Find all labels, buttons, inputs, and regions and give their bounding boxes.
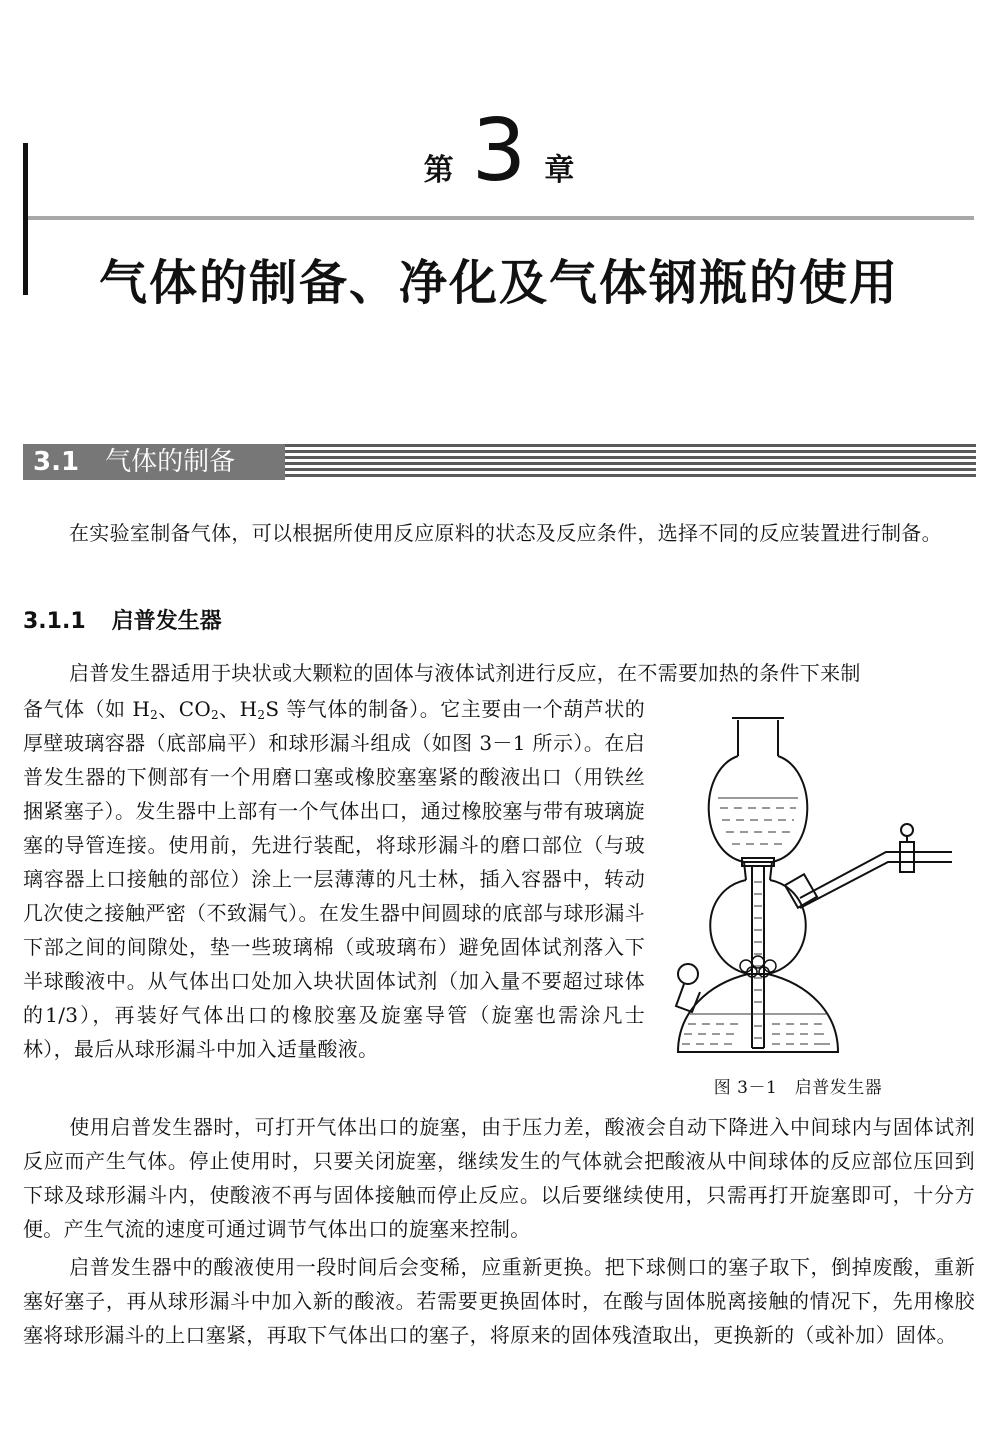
figure-caption: 图 3－1 启普发生器 bbox=[713, 1078, 883, 1098]
chapter-prefix: 第 bbox=[423, 153, 454, 188]
section-stripes bbox=[285, 444, 976, 480]
paragraph-1-first-line bbox=[23, 656, 975, 690]
section-title: 气体的制备 bbox=[105, 447, 236, 477]
paragraph-3 bbox=[23, 1250, 975, 1352]
chapter-suffix: 章 bbox=[544, 153, 575, 188]
intro-paragraph bbox=[23, 516, 975, 550]
paragraph-2 bbox=[23, 1110, 975, 1246]
subsection-number: 3.1.1 bbox=[23, 609, 86, 634]
chapter-rule bbox=[28, 216, 974, 220]
subsection-title: 启普发生器 bbox=[111, 609, 222, 634]
kipp-generator-figure bbox=[668, 712, 968, 1072]
section-heading-bar bbox=[23, 444, 976, 480]
kipp-generator-diagram bbox=[668, 712, 968, 1072]
section-number: 3.1 bbox=[33, 447, 80, 477]
intro-text: 在实验室制备气体，可以根据所使用反应原料的状态及反应条件，选择不同的反应装置进行制备。 bbox=[69, 521, 942, 545]
paragraph-1-wrapped: 备气体（如 $H_2$、$CO_2$、$H_2S$ 等气体的制备）。它主要由一个葫芦状的厚壁玻璃容器（底部扁平）和球形漏斗组成（如图 3－1 所示）。在启普发生器的下侧部有一个用磨口塞或橡胶塞塞紧的酸液出口（用铁丝捆紧塞子）。发生器中上部有一个气体出口，通过橡胶塞与带有玻璃旋塞的导管连接。使用前，先进行装配，将球形漏斗的磨口部位（与玻璃容器上口接触的部位）涂上一层薄薄的凡士林，插入容器中，转动几次使之接触严密（不致漏气）。在发生器中间圆球的底部与球形漏斗下部之间的间隙处，垫一些玻璃棉（或玻璃布）避免固体试剂落入下半球酸液中。从气体出口处加入块状固体试剂（加入量不要超过球体的1/3），再装好气体出口的橡胶塞及旋塞导管（旋塞也需涂凡士林），最后从球形漏斗中加入适量酸液。 bbox=[23, 697, 645, 1061]
chapter-number: 3 bbox=[471, 101, 527, 201]
section-heading bbox=[23, 444, 285, 480]
paragraph-1-line: 启普发生器适用于块状或大颗粒的固体与液体试剂进行反应，在不需要加热的条件下来制 bbox=[69, 661, 861, 685]
chapter-heading bbox=[0, 101, 998, 201]
subsection-heading bbox=[23, 604, 222, 635]
paragraph-3-text: 启普发生器中的酸液使用一段时间后会变稀，应重新更换。把下球侧口的塞子取下，倒掉废酸，重新塞好塞子，再从球形漏斗中加入新的酸液。若需要更换固体时，在酸与固体脱离接触的情况下，先用橡胶塞将球形漏斗的上口塞紧，再取下气体出口的塞子，将原来的固体残渣取出，更换新的（或补加）固体。 bbox=[23, 1255, 975, 1347]
paragraph-2-text: 使用启普发生器时，可打开气体出口的旋塞，由于压力差，酸液会自动下降进入中间球内与固体试剂反应而产生气体。停止使用时，只要关闭旋塞，继续发生的气体就会把酸液从中间球体的反应部位压回到下球及球形漏斗内，使酸液不再与固体接触而停止反应。以后要继续使用，只需再打开旋塞即可，十分方便。产生气流的速度可通过调节气体出口的旋塞来控制。 bbox=[23, 1115, 975, 1241]
chapter-title: 气体的制备、净化及气体钢瓶的使用 bbox=[98, 255, 899, 311]
